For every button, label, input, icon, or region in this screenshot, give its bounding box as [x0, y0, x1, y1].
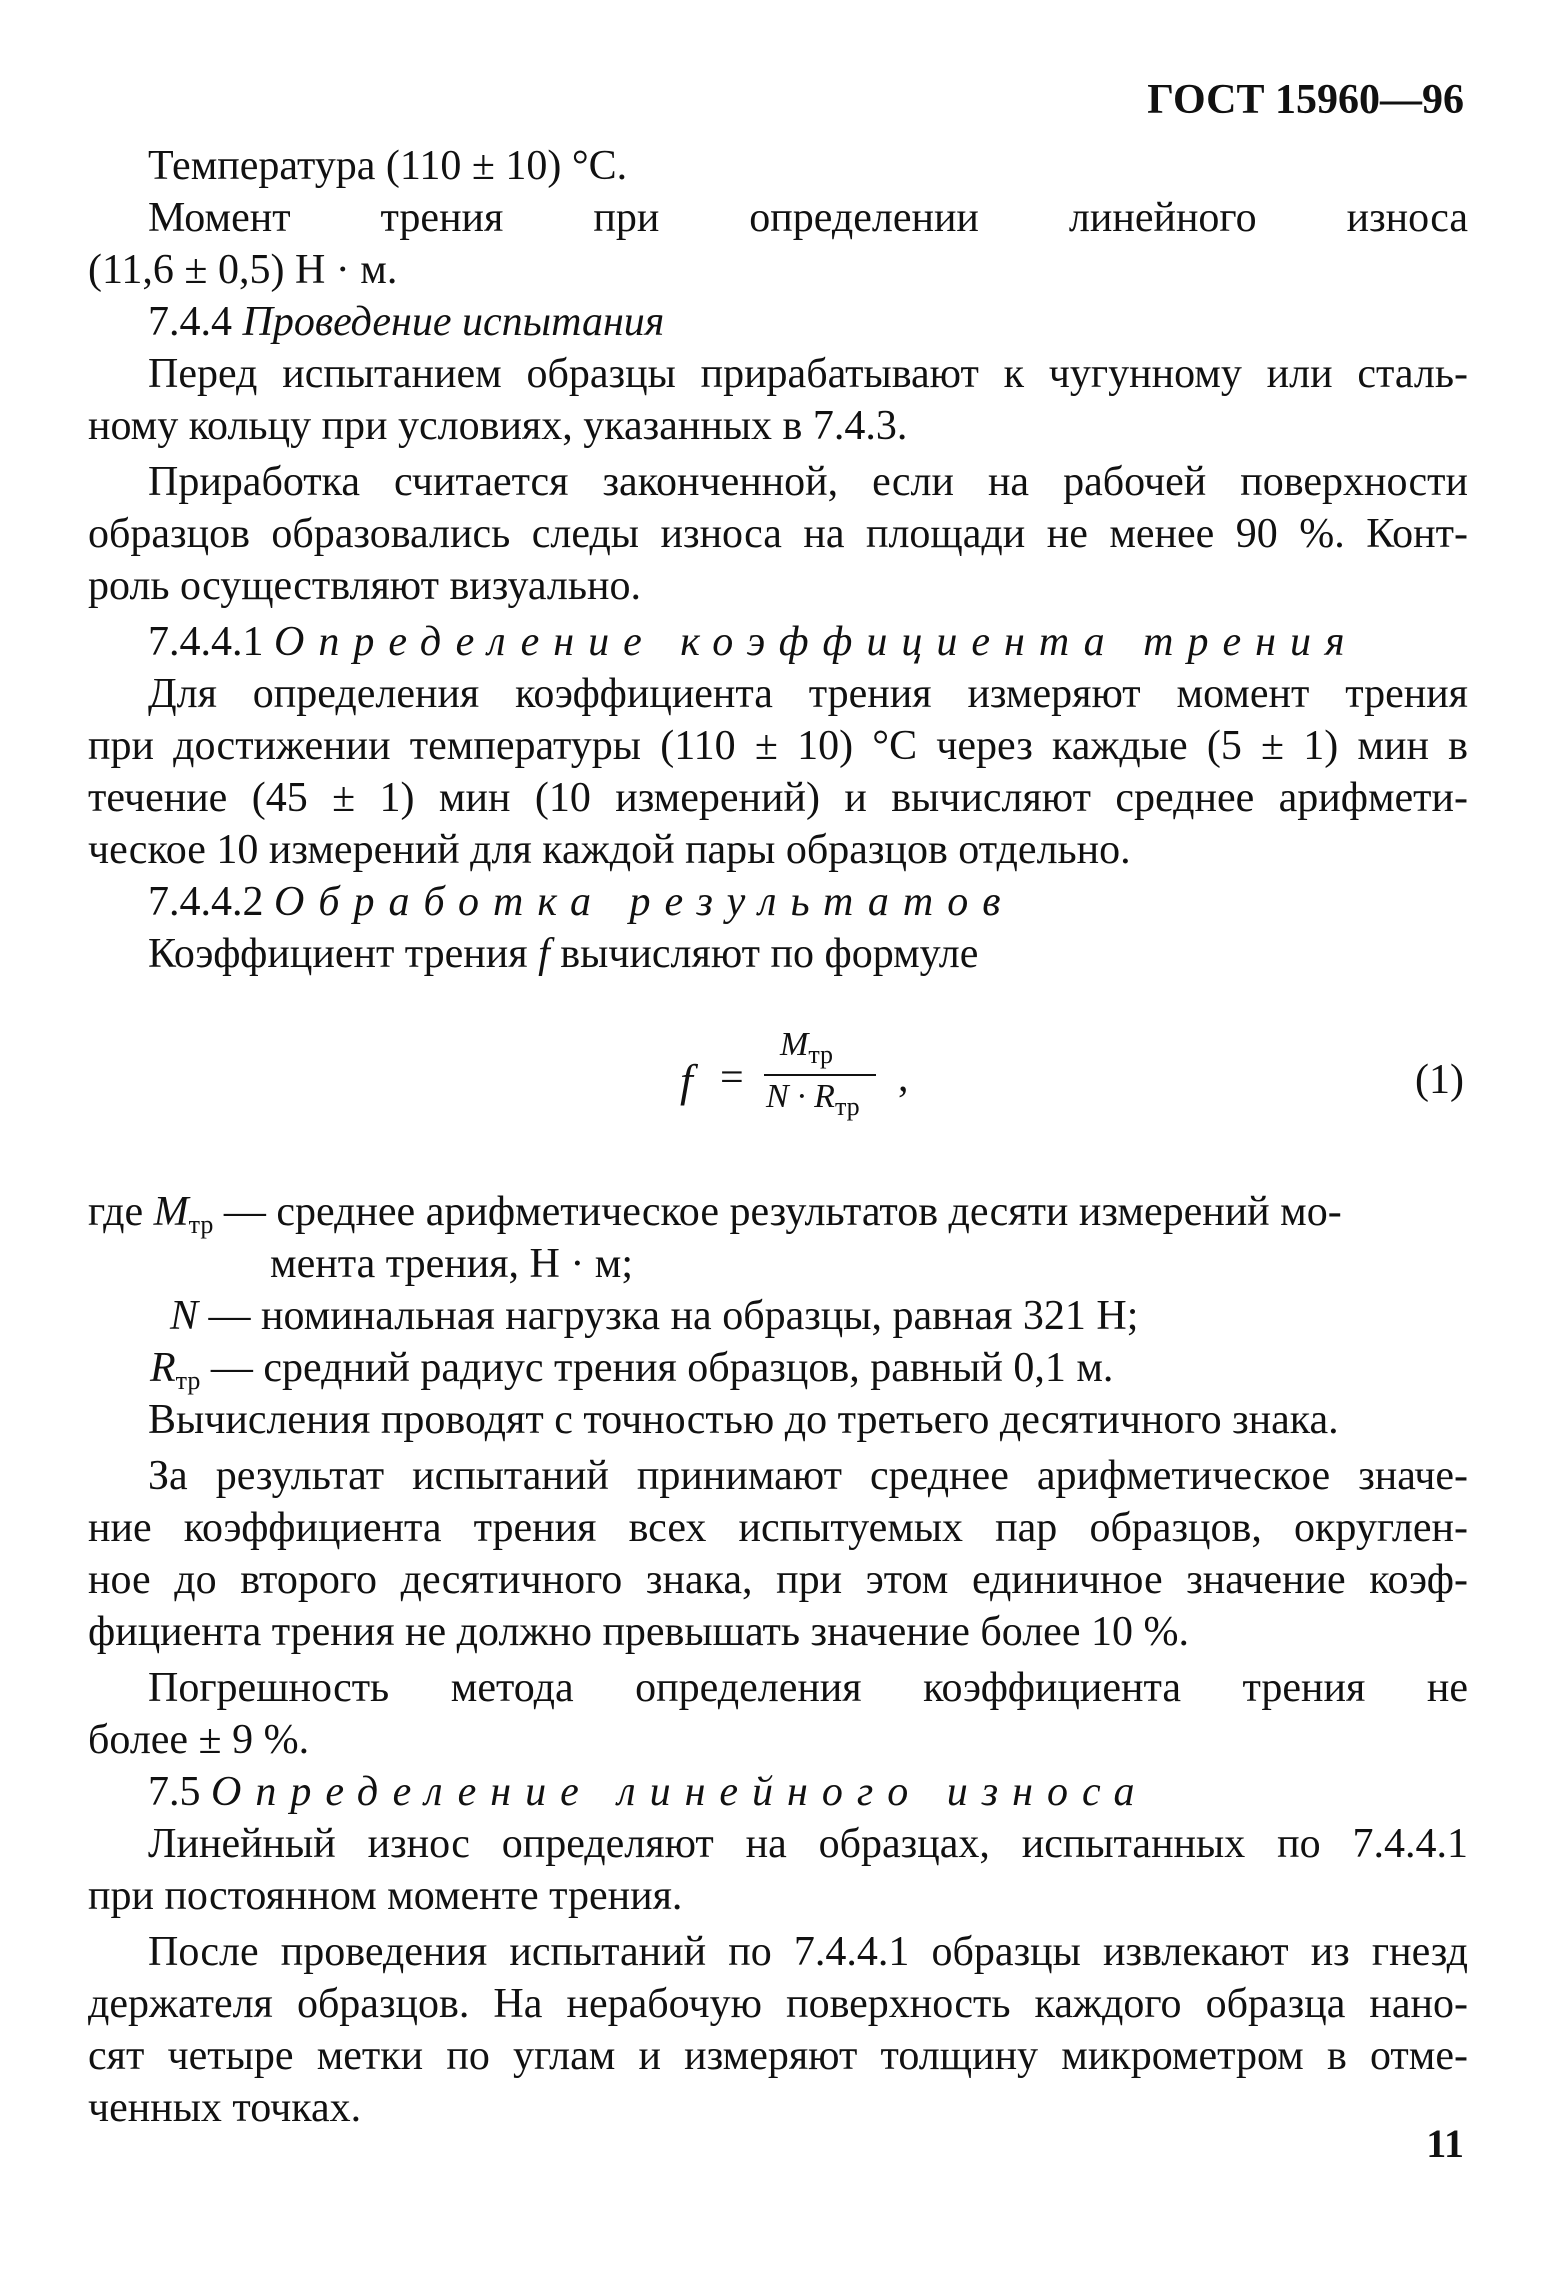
formula-denominator: $N \cdot R_{тр}$ [766, 1078, 860, 1121]
equation-number: (1) [1415, 1057, 1464, 1103]
formula-numerator: $M_{тр}$ [780, 1026, 834, 1069]
text-line: За результат испытаний принимают среднее арифметическое значе- [148, 1453, 1468, 1499]
text-line: при достижении температуры (110 ± 10) °С через каждые (5 ± 1) мин в [88, 723, 1468, 769]
page-number: 11 [1426, 2121, 1464, 2166]
friction-formula [680, 1020, 980, 1130]
formula-comma: , [898, 1055, 909, 1101]
text-line: при постоянном моменте трения. [88, 1873, 683, 1919]
text-line: образцов образовались следы износа на площади не менее 90 %. Конт- [88, 511, 1468, 557]
fraction-bar [764, 1074, 876, 1076]
text-line: фициента трения не должно превышать значение более 10 %. [88, 1609, 1189, 1655]
text-line: 7.5 Определение линейного износа [148, 1769, 1149, 1815]
document-header: ГОСТ 15960—96 [1147, 77, 1464, 123]
text-line: Момент трения при определении линейного износа [148, 195, 1468, 241]
text-line: (11,6 ± 0,5) Н · м. [88, 247, 398, 293]
text-line: ному кольцу при условиях, указанных в 7.4.3. [88, 403, 908, 449]
text-line: Температура (110 ± 10) °С. [148, 143, 628, 189]
text-line: После проведения испытаний по 7.4.4.1 образцы извлекают из гнезд [148, 1929, 1468, 1975]
text-line: ное до второго десятичного знака, при этом единичное значение коэф- [88, 1557, 1468, 1603]
text-line: течение (45 ± 1) мин (10 измерений) и вычисляют среднее арифмети- [88, 775, 1468, 821]
where-n-line: N — номинальная нагрузка на образцы, равная 321 Н; [170, 1293, 1139, 1339]
text-line: ческое 10 измерений для каждой пары образцов отдельно. [88, 827, 1131, 873]
formula-equals: = [720, 1055, 744, 1101]
text-line: 7.4.4.1 Определение коэффициента трения [148, 619, 1359, 665]
text-line: 7.4.4 Проведение испытания [148, 299, 665, 345]
where-r-line: $R_{тр}$ — средний радиус трения образцов, равный 0,1 м. [150, 1345, 1114, 1395]
text-line: Перед испытанием образцы прирабатывают к чугунному или сталь- [148, 351, 1468, 397]
text-line: ченных точках. [88, 2085, 362, 2131]
text-line: Приработка считается законченной, если на рабочей поверхности [148, 459, 1468, 505]
text-line: Для определения коэффициента трения измеряют момент трения [148, 671, 1468, 717]
text-line: сят четыре метки по углам и измеряют толщину микрометром в отме- [88, 2033, 1468, 2079]
text-line: держателя образцов. На нерабочую поверхность каждого образца нано- [88, 1981, 1468, 2027]
text-line: Линейный износ определяют на образцах, испытанных по 7.4.4.1 [148, 1821, 1468, 1867]
text-line: 7.4.4.2 Обработка результатов [148, 879, 1015, 925]
text-line: ние коэффициента трения всех испытуемых пар образцов, округлен- [88, 1505, 1468, 1551]
text-line: Вычисления проводят с точностью до третьего десятичного знака. [148, 1397, 1339, 1443]
text-line: Коэффициент трения f вычисляют по формуле [148, 931, 979, 977]
formula-lhs: f [680, 1055, 693, 1106]
text-line: более ± 9 %. [88, 1717, 310, 1763]
text-line: Погрешность метода определения коэффициента трения не [148, 1665, 1468, 1711]
where-m-continuation: мента трения, Н · м; [270, 1241, 634, 1287]
text-line: роль осуществляют визуально. [88, 563, 642, 609]
where-m-line: где $M_{тр}$ — среднее арифметическое результатов десяти измерений мо- [88, 1189, 1342, 1239]
